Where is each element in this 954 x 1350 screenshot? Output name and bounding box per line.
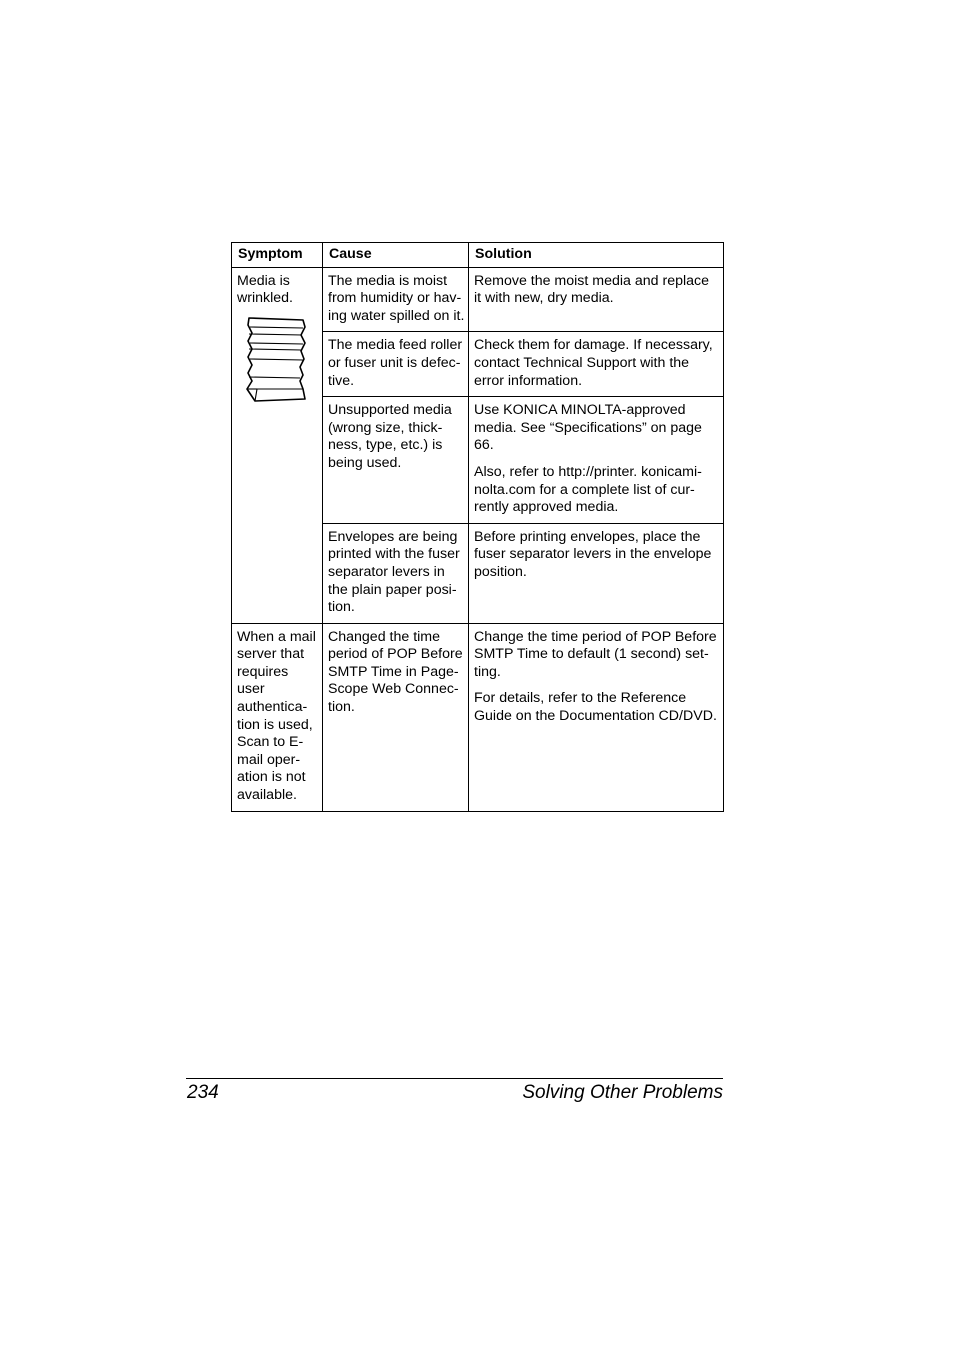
table-row <box>232 623 724 811</box>
page-number: 234 <box>187 1082 219 1103</box>
solution-text: Check them for damage. If necessary, contact Technical Support with the error information. <box>474 337 713 389</box>
cause-text: Envelopes are being printed with the fuser separator levers in the plain paper posi-tion. <box>328 528 460 616</box>
solution-cell <box>469 332 724 397</box>
troubleshooting-table <box>231 242 724 812</box>
header-solution: Solution <box>469 243 724 268</box>
solution-cell <box>469 523 724 623</box>
solution-cell <box>469 267 724 332</box>
solution-text: Use KONICA MINOLTA-approved media. See “Specifications” on page 66. <box>474 402 702 454</box>
symptom-text: Media is wrinkled. <box>237 272 293 307</box>
solution-text: For details, refer to the Reference Guide on the Documentation CD/DVD. <box>474 690 717 725</box>
table-header-row <box>232 243 724 268</box>
cause-cell <box>323 267 469 332</box>
symptom-cell <box>232 623 323 811</box>
symptom-cell <box>232 267 323 623</box>
solution-text: Change the time period of POP Before SMTP Time to default (1 second) set-ting. <box>474 628 717 680</box>
solution-cell <box>469 397 724 524</box>
cause-text: The media feed roller or fuser unit is defec-tive. <box>328 337 463 389</box>
cause-cell <box>323 397 469 524</box>
cause-text: The media is moist from humidity or hav-ing water spilled on it. <box>328 272 465 324</box>
solution-text: Also, refer to http://printer. konicami-nolta.com for a complete list of cur-rently approved media. <box>474 463 702 516</box>
solution-text: Before printing envelopes, place the fuser separator levers in the envelope position. <box>474 528 712 580</box>
solution-cell <box>469 623 724 811</box>
cause-text: Unsupported media (wrong size, thick-ness, type, etc.) is being used. <box>328 402 452 471</box>
footer-divider <box>186 1078 723 1079</box>
solution-text: Remove the moist media and replace it with new, dry media. <box>474 272 710 307</box>
cause-text: Changed the time period of POP Before SMTP Time in Page-Scope Web Connec-tion. <box>328 628 463 716</box>
symptom-text: When a mail server that requires user authentica-tion is used, Scan to E-mail oper-ation is not available. <box>237 628 316 804</box>
cause-cell <box>323 332 469 397</box>
table-row <box>232 267 724 332</box>
cause-cell <box>323 623 469 811</box>
header-cause: Cause <box>323 243 469 268</box>
wrinkled-media-icon <box>243 315 309 405</box>
header-symptom: Symptom <box>232 243 323 268</box>
section-title: Solving Other Problems <box>522 1082 723 1103</box>
cause-cell <box>323 523 469 623</box>
